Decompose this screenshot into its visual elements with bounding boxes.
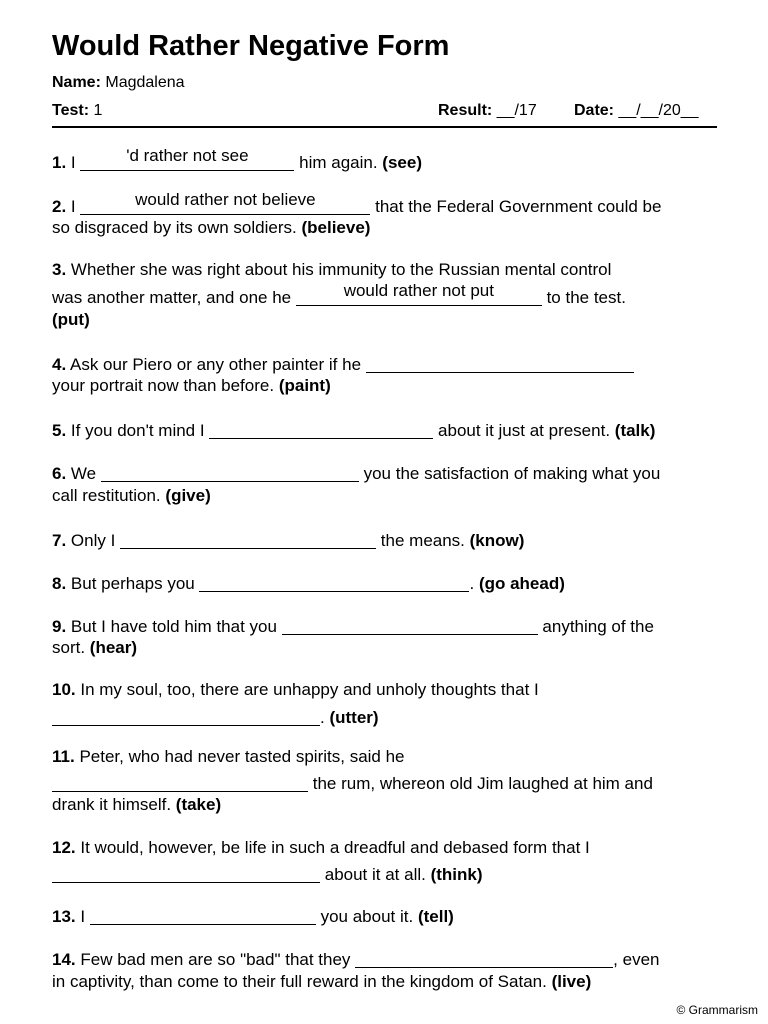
verb-hint: (see) bbox=[382, 153, 422, 172]
verb-hint: (tell) bbox=[417, 907, 454, 926]
question-number: 13. bbox=[52, 907, 76, 926]
date-field bbox=[574, 102, 699, 120]
question-12 bbox=[52, 838, 590, 858]
question-1 bbox=[52, 146, 422, 173]
answer-blank[interactable] bbox=[80, 146, 294, 171]
name-row bbox=[52, 74, 185, 92]
name-label: Name: bbox=[52, 74, 101, 91]
question-text: drank it himself. bbox=[52, 795, 172, 814]
question-text: , even bbox=[613, 950, 660, 969]
question-text: . bbox=[320, 708, 325, 727]
question-number: 9. bbox=[52, 617, 67, 636]
question-4-cont bbox=[52, 376, 331, 396]
question-text: I bbox=[70, 197, 76, 216]
question-number: 8. bbox=[52, 574, 67, 593]
question-text: you the satisfaction of making what you bbox=[363, 464, 661, 483]
answer-blank[interactable] bbox=[52, 771, 308, 792]
question-text: If you don't mind I bbox=[70, 421, 205, 440]
question-13 bbox=[52, 904, 454, 927]
question-text: to the test. bbox=[546, 288, 626, 307]
answer-blank[interactable] bbox=[366, 352, 634, 373]
answer-text: would rather not put bbox=[343, 281, 494, 300]
question-7 bbox=[52, 528, 524, 551]
question-number: 5. bbox=[52, 421, 67, 440]
date-label: Date: bbox=[574, 102, 615, 119]
result-value: __/17 bbox=[496, 102, 537, 119]
question-text: . bbox=[469, 574, 475, 593]
question-text: I bbox=[80, 907, 86, 926]
test-row bbox=[52, 102, 102, 120]
question-5 bbox=[52, 418, 655, 441]
question-text: call restitution. bbox=[52, 486, 161, 505]
copyright-notice: © Grammarism bbox=[676, 1003, 758, 1017]
question-9 bbox=[52, 614, 654, 637]
question-6 bbox=[52, 461, 660, 484]
answer-blank[interactable] bbox=[80, 190, 370, 215]
question-text: Whether she was right about his immunity to the Russian mental control bbox=[70, 260, 612, 279]
question-text: was another matter, and one he bbox=[52, 288, 292, 307]
question-number: 12. bbox=[52, 838, 76, 857]
question-3 bbox=[52, 260, 611, 280]
question-14-cont bbox=[52, 972, 591, 992]
question-text: about it at all. bbox=[324, 865, 426, 884]
test-label: Test: bbox=[52, 102, 90, 119]
name-value: Magdalena bbox=[105, 74, 185, 91]
verb-hint: (utter) bbox=[329, 708, 379, 727]
verb-hint: (paint) bbox=[278, 376, 331, 395]
answer-blank[interactable] bbox=[52, 862, 320, 883]
question-number: 7. bbox=[52, 531, 67, 550]
question-text: Ask our Piero or any other painter if he bbox=[69, 355, 362, 374]
question-text: that the Federal Government could be bbox=[375, 197, 662, 216]
answer-blank[interactable] bbox=[282, 614, 538, 635]
question-3-hint-line bbox=[52, 310, 90, 330]
worksheet-title: Would Rather Negative Form bbox=[52, 30, 450, 62]
question-text: sort. bbox=[52, 638, 86, 657]
question-text: in captivity, than come to their full reward in the kingdom of Satan. bbox=[52, 972, 547, 991]
verb-hint: (give) bbox=[165, 486, 211, 505]
question-text: Few bad men are so "bad" that they bbox=[80, 950, 351, 969]
answer-blank[interactable] bbox=[199, 571, 469, 592]
question-10-cont bbox=[52, 705, 379, 728]
answer-text: 'd rather not see bbox=[126, 146, 249, 165]
header-divider bbox=[52, 126, 717, 128]
question-3-cont bbox=[52, 281, 626, 308]
verb-hint: (live) bbox=[551, 972, 592, 991]
question-12-cont bbox=[52, 862, 483, 885]
question-9-cont bbox=[52, 638, 137, 658]
date-value: __/__/20__ bbox=[618, 102, 699, 119]
question-text: the means. bbox=[380, 531, 465, 550]
test-value: 1 bbox=[93, 102, 103, 119]
question-number: 1. bbox=[52, 153, 67, 172]
answer-blank[interactable] bbox=[52, 705, 320, 726]
question-text: We bbox=[70, 464, 97, 483]
answer-text: would rather not believe bbox=[135, 190, 316, 209]
question-text: about it just at present. bbox=[438, 421, 611, 440]
question-text: In my soul, too, there are unhappy and unholy thoughts that I bbox=[80, 680, 539, 699]
question-6-cont bbox=[52, 486, 211, 506]
question-text: you about it. bbox=[320, 907, 414, 926]
result-label: Result: bbox=[438, 102, 493, 119]
question-number: 3. bbox=[52, 260, 67, 279]
question-11 bbox=[52, 747, 405, 767]
result-field bbox=[438, 102, 537, 120]
verb-hint: (talk) bbox=[614, 421, 656, 440]
question-text: so disgraced by its own soldiers. bbox=[52, 218, 297, 237]
question-11-cont2 bbox=[52, 795, 221, 815]
question-14 bbox=[52, 947, 659, 970]
answer-blank[interactable] bbox=[209, 418, 433, 439]
question-number: 14. bbox=[52, 950, 76, 969]
question-2 bbox=[52, 190, 662, 217]
question-2-cont bbox=[52, 218, 370, 238]
answer-blank[interactable] bbox=[355, 947, 613, 968]
question-number: 10. bbox=[52, 680, 76, 699]
question-text: But I have told him that you bbox=[70, 617, 277, 636]
verb-hint: (know) bbox=[469, 531, 525, 550]
verb-hint: (take) bbox=[175, 795, 222, 814]
answer-blank[interactable] bbox=[90, 904, 316, 925]
verb-hint: (hear) bbox=[89, 638, 138, 657]
question-number: 4. bbox=[52, 355, 67, 374]
verb-hint: (put) bbox=[52, 310, 90, 329]
question-4 bbox=[52, 352, 634, 375]
question-number: 11. bbox=[52, 747, 75, 766]
verb-hint: (think) bbox=[430, 865, 483, 884]
question-text: But perhaps you bbox=[70, 574, 195, 593]
answer-blank[interactable] bbox=[120, 528, 376, 549]
question-number: 2. bbox=[52, 197, 67, 216]
answer-blank[interactable] bbox=[101, 461, 359, 482]
verb-hint: (go ahead) bbox=[478, 574, 565, 593]
question-text: Only I bbox=[70, 531, 116, 550]
question-text: anything of the bbox=[542, 617, 654, 636]
question-number: 6. bbox=[52, 464, 67, 483]
question-text: your portrait now than before. bbox=[52, 376, 275, 395]
question-text: Peter, who had never tasted spirits, said he bbox=[79, 747, 405, 766]
question-text: the rum, whereon old Jim laughed at him and bbox=[312, 774, 653, 793]
question-8 bbox=[52, 571, 565, 594]
question-text: It would, however, be life in such a dreadful and debased form that I bbox=[80, 838, 590, 857]
question-text: I bbox=[70, 153, 76, 172]
answer-blank[interactable] bbox=[296, 281, 542, 306]
question-11-cont bbox=[52, 771, 653, 794]
verb-hint: (believe) bbox=[301, 218, 371, 237]
question-text: him again. bbox=[299, 153, 378, 172]
question-10 bbox=[52, 680, 539, 700]
